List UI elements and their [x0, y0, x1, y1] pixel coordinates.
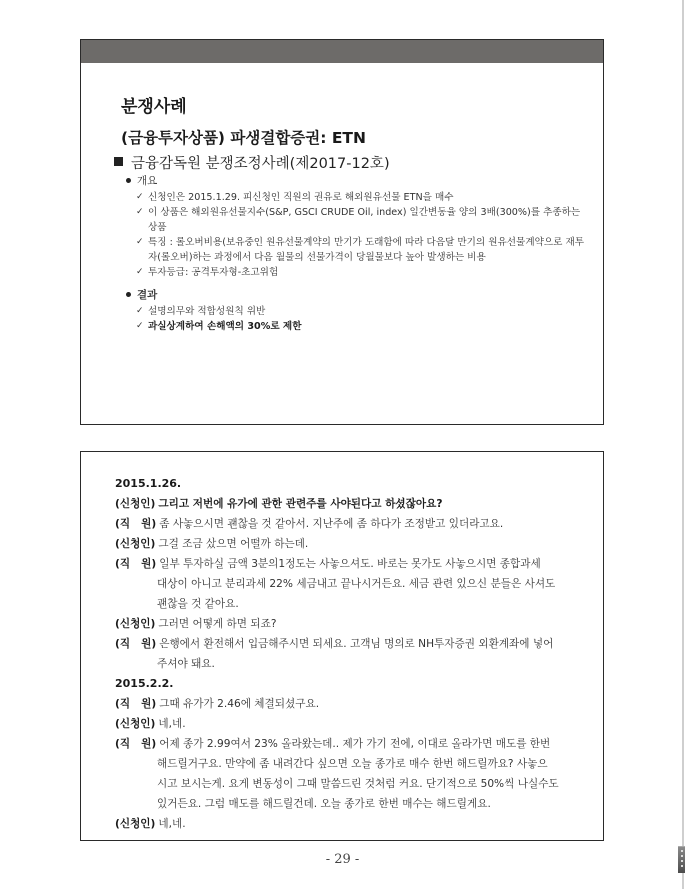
speaker-label: (신청인) — [115, 498, 156, 510]
overview-item: ✓ 특징 : 롤오버비용(보유중인 원유선물계약의 만기가 도래함에 따라 다음달 만기의 원유선물계약으로 재투자(롤오버)하는 과정에서 다음 월물의 선물가격이 당월물보다 높아 발생하는 비용 — [136, 237, 584, 263]
overview-item: ✓ 신청인은 2015.1.29. 피신청인 직원의 권유로 해외원유선물 ETN을 매수 — [136, 192, 454, 203]
transcript-continuation: 시고 보시는게. 요게 변동성이 그때 말씀드린 것처럼 커요. 단기적으로 50%씩 나실수도 — [157, 778, 559, 790]
speaker-label: (직 원) — [115, 518, 157, 530]
transcript — [115, 474, 585, 834]
transcript-line: (직 원) 그때 유가가 2.46에 체결되셨구요. — [115, 694, 585, 714]
checkmark-icon: ✓ — [136, 306, 144, 316]
speaker-label: (신청인) — [115, 818, 156, 830]
transcript-continuation: 해드릴거구요. 만약에 좀 내려간다 싶으면 오늘 종가로 매수 한번 해드릴까요? 사놓으 — [157, 758, 548, 770]
result-section — [126, 287, 586, 334]
slide-title: 분쟁사례 — [121, 97, 187, 117]
transcript-line: (신청인) 네,네. — [115, 814, 585, 834]
checkmark-icon: ✓ — [136, 207, 144, 217]
checkmark-icon: ✓ — [136, 237, 144, 247]
overview-heading: 개요 — [137, 175, 158, 187]
speaker-label: (직 원) — [115, 638, 157, 650]
slide-subtitle: (금융투자상품) 파생결합증권: ETN — [121, 129, 366, 147]
case-reference — [114, 152, 390, 173]
speaker-label: (직 원) — [115, 558, 157, 570]
transcript-continuation: 대상이 아니고 분리과세 22% 세금내고 끝나시거든요. 세금 관련 있으신 분들은 사셔도 — [157, 578, 556, 590]
scrollbar-thumb[interactable] — [678, 846, 685, 873]
speaker-label: (신청인) — [115, 538, 156, 550]
transcript-line: (신청인) 그리고 저번에 유가에 관한 관련주를 사야된다고 하셨잖아요? — [115, 494, 585, 514]
speaker-label: (직 원) — [115, 698, 157, 710]
transcript-line: (직 원) 어제 종가 2.99여서 23% 올라왔는데.. 제가 가기 전에, 이대로 올라가면 매도를 한번 — [115, 734, 585, 754]
transcript-line: (신청인) 그걸 조금 샀으면 어떨까 하는데. — [115, 534, 585, 554]
checkmark-icon: ✓ — [136, 267, 144, 277]
page-number: - 29 - — [325, 852, 360, 867]
slide-header-bar — [81, 40, 603, 63]
overview-item: ✓ 투자등급: 공격투자형-초고위험 — [136, 267, 279, 278]
square-bullet-icon — [114, 157, 123, 166]
speaker-label: (신청인) — [115, 618, 156, 630]
transcript-line: (직 원) 은행에서 환전해서 입금해주시면 되세요. 고객님 명의로 NH투자증권 외환계좌에 넣어 — [115, 634, 585, 654]
speaker-label: (신청인) — [115, 718, 156, 730]
transcript-line: (직 원) 좀 사놓으시면 괜찮을 것 같아서. 지난주에 좀 하다가 조정받고 있더라고요. — [115, 514, 585, 534]
transcript-line: (신청인) 그러면 어떻게 하면 되죠? — [115, 614, 585, 634]
speaker-label: (직 원) — [115, 738, 157, 750]
overview-section — [126, 173, 586, 280]
transcript-line: (직 원) 일부 투자하실 금액 3분의1정도는 사놓으셔도. 바로는 못가도 사놓으시면 종합과세 — [115, 554, 585, 574]
checkmark-icon: ✓ — [136, 192, 144, 202]
result-heading: 결과 — [137, 289, 158, 301]
transcript-date: 2015.2.2. — [115, 677, 174, 690]
result-item: ✓ 과실상계하여 손해액의 30%로 제한 — [136, 321, 302, 332]
page-edge-divider — [682, 0, 684, 889]
checkmark-icon: ✓ — [136, 321, 144, 331]
slide-frame — [80, 39, 604, 425]
transcript-continuation: 있거든요. 그럼 매도를 해드릴건데. 오늘 종가로 한번 매수는 해드릴게요. — [157, 798, 491, 810]
bullet-dot-icon — [126, 292, 131, 297]
case-reference-text: 금융감독원 분쟁조정사례(제2017-12호) — [131, 156, 390, 172]
bullet-dot-icon — [126, 178, 131, 183]
result-item: ✓ 설명의무와 적합성원칙 위반 — [136, 306, 266, 317]
transcript-continuation: 괜찮을 것 같아요. — [157, 598, 239, 610]
transcript-date: 2015.1.26. — [115, 477, 182, 490]
transcript-frame — [80, 451, 604, 841]
transcript-line: (신청인) 네,네. — [115, 714, 585, 734]
transcript-continuation: 주셔야 돼요. — [157, 658, 215, 670]
overview-item: ✓ 이 상품은 해외원유선물지수(S&P, GSCI CRUDE Oil, index) 일간변동율 양의 3배(300%)를 추종하는 상품 — [136, 207, 581, 233]
